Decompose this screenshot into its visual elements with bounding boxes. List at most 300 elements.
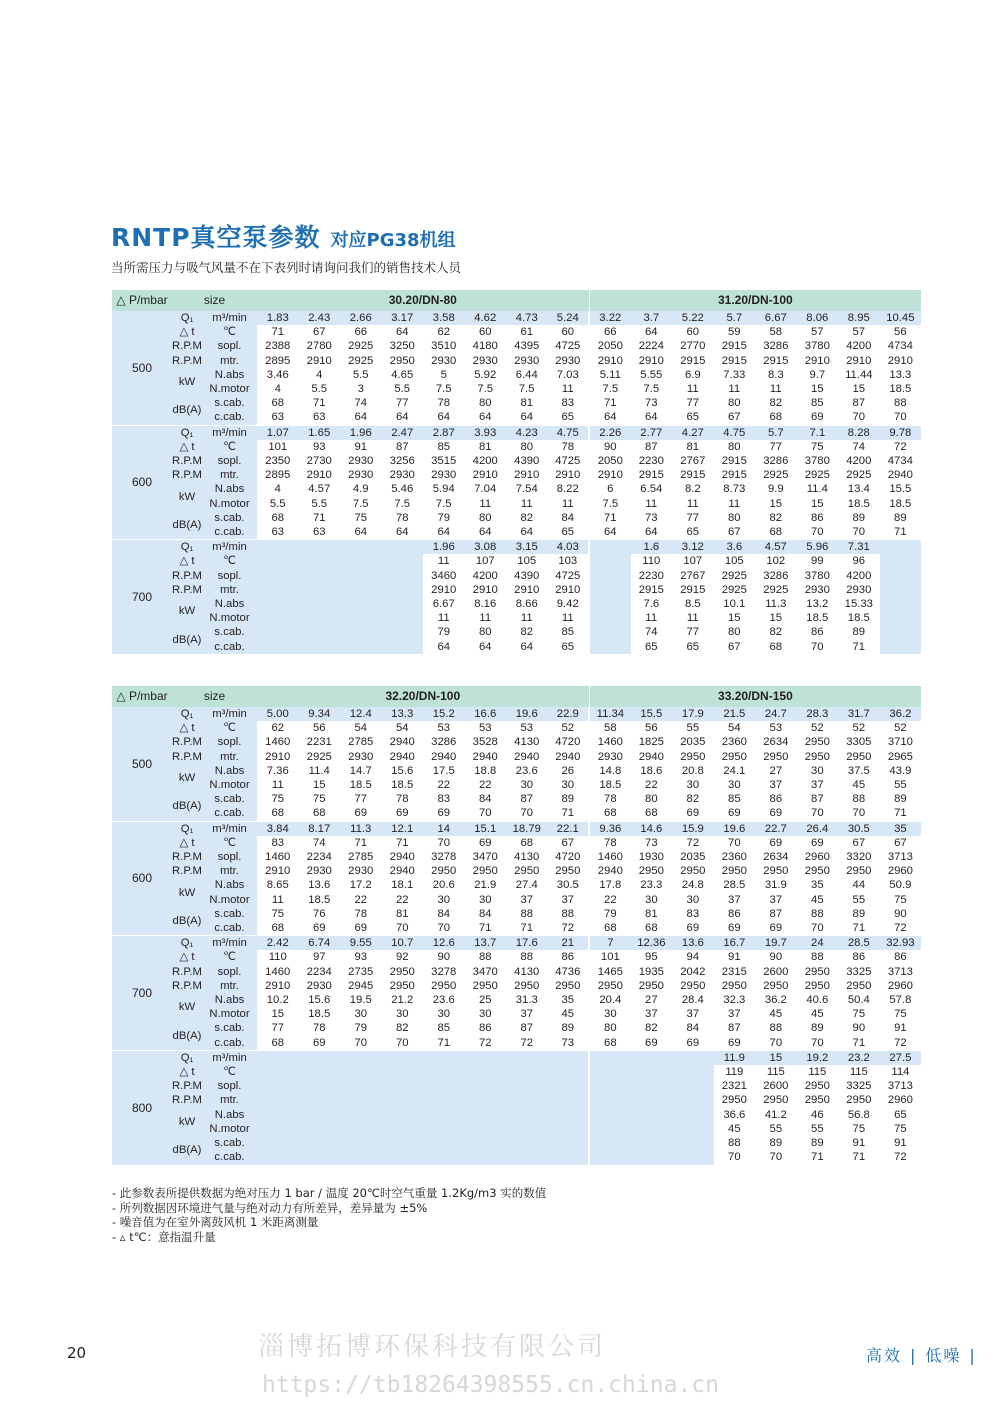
data-cell: 89 <box>838 625 880 639</box>
row-unit: sopl. <box>202 965 257 979</box>
data-cell: 2950 <box>548 979 590 993</box>
data-cell <box>340 1122 382 1136</box>
data-cell <box>631 1136 673 1150</box>
data-cell: 83 <box>548 396 590 410</box>
data-cell: 7.5 <box>382 497 424 511</box>
data-cell: 68 <box>755 525 797 540</box>
data-cell: 15.33 <box>838 597 880 611</box>
row-unit: s.cab. <box>202 907 257 921</box>
row-label: kW <box>172 368 202 396</box>
row-unit: N.abs <box>202 368 257 382</box>
data-cell: 78 <box>382 511 424 525</box>
data-cell: 22 <box>589 893 631 907</box>
data-cell: 27.5 <box>880 1050 922 1065</box>
data-cell: 2950 <box>465 979 507 993</box>
row-label: R.P.M <box>172 750 202 763</box>
data-cell <box>631 1065 673 1079</box>
data-cell: 72 <box>880 1150 922 1164</box>
row-label: dB(A) <box>172 792 202 821</box>
data-cell <box>299 611 341 625</box>
data-cell: 85 <box>423 440 465 454</box>
data-cell: 71 <box>838 1036 880 1051</box>
data-cell: 2930 <box>423 354 465 368</box>
data-cell: 3.12 <box>672 540 714 555</box>
data-cell <box>382 611 424 625</box>
data-cell: 26 <box>548 764 590 778</box>
data-cell: 71 <box>880 806 922 821</box>
data-cell: 50.9 <box>880 878 922 892</box>
data-cell <box>465 1065 507 1079</box>
data-cell <box>631 1122 673 1136</box>
data-cell: 2910 <box>589 354 631 368</box>
data-cell <box>299 554 341 568</box>
data-cell: 78 <box>589 792 631 806</box>
data-cell: 43.9 <box>880 764 922 778</box>
data-cell: 3713 <box>880 965 922 979</box>
row-unit: sopl. <box>202 569 257 583</box>
data-cell: 2940 <box>382 864 424 878</box>
data-cell: 2950 <box>797 1093 839 1107</box>
data-cell: 68 <box>631 806 673 821</box>
data-cell: 2930 <box>299 864 341 878</box>
footnotes <box>112 1186 546 1244</box>
data-cell: 79 <box>423 625 465 639</box>
data-cell: 7.6 <box>631 597 673 611</box>
data-cell: 69 <box>299 1036 341 1051</box>
data-cell <box>589 640 631 654</box>
data-cell: 64 <box>423 525 465 540</box>
data-cell: 3250 <box>382 339 424 353</box>
data-cell: 18.79 <box>506 821 548 836</box>
data-cell: 18.5 <box>340 778 382 792</box>
data-cell <box>672 1136 714 1150</box>
data-cell: 2.42 <box>257 936 299 951</box>
data-cell: 11.44 <box>838 368 880 382</box>
data-cell: 2930 <box>838 583 880 597</box>
watermark-company: 淄博拓博环保科技有限公司 <box>258 1332 607 1362</box>
data-cell <box>672 1108 714 1122</box>
data-cell: 82 <box>755 396 797 410</box>
data-cell: 71 <box>382 836 424 850</box>
data-cell: 2735 <box>340 965 382 979</box>
data-cell: 2950 <box>755 750 797 764</box>
data-cell: 2950 <box>465 864 507 878</box>
data-cell: 7.31 <box>838 540 880 555</box>
data-cell: 69 <box>340 806 382 821</box>
data-cell: 77 <box>672 396 714 410</box>
data-cell: 5.5 <box>257 497 299 511</box>
data-cell: 60 <box>672 325 714 339</box>
slogan-item: 低噪 <box>925 1346 962 1365</box>
data-cell: 70 <box>423 921 465 936</box>
data-cell <box>257 611 299 625</box>
data-cell <box>382 1065 424 1079</box>
data-cell: 73 <box>631 396 673 410</box>
data-cell <box>548 1136 590 1150</box>
data-cell: 8.2 <box>672 482 714 496</box>
data-cell: 37 <box>714 1007 756 1021</box>
data-cell: 5.96 <box>797 540 839 555</box>
data-cell: 91 <box>340 440 382 454</box>
data-cell: 2950 <box>423 979 465 993</box>
data-cell: 66 <box>589 325 631 339</box>
data-cell: 71 <box>797 1150 839 1164</box>
data-cell: 2910 <box>506 468 548 482</box>
data-cell: 64 <box>631 325 673 339</box>
data-cell <box>589 1065 631 1079</box>
data-cell: 2925 <box>299 750 341 764</box>
data-cell: 68 <box>631 921 673 936</box>
data-cell: 2.77 <box>631 425 673 440</box>
data-cell: 3305 <box>838 735 880 749</box>
data-cell: 4.57 <box>299 482 341 496</box>
data-cell: 80 <box>714 440 756 454</box>
data-cell: 82 <box>382 1021 424 1035</box>
data-cell: 56 <box>880 325 922 339</box>
data-cell: 89 <box>880 792 922 806</box>
data-cell: 3.22 <box>589 311 631 325</box>
data-cell: 73 <box>548 1036 590 1051</box>
data-cell: 80 <box>506 440 548 454</box>
row-unit: mtr. <box>202 354 257 368</box>
data-cell: 87 <box>506 1021 548 1035</box>
data-cell <box>340 1079 382 1093</box>
data-cell: 37 <box>506 893 548 907</box>
row-unit: m³/min <box>202 425 257 440</box>
data-cell: 63 <box>299 410 341 425</box>
data-cell: 62 <box>257 721 299 735</box>
data-cell <box>506 1079 548 1093</box>
data-cell: 2925 <box>755 468 797 482</box>
data-cell: 64 <box>465 640 507 654</box>
data-cell: 52 <box>548 721 590 735</box>
spec-table-1 <box>112 290 921 654</box>
data-cell: 68 <box>506 836 548 850</box>
data-cell: 2915 <box>714 354 756 368</box>
data-cell: 70 <box>382 1036 424 1051</box>
row-label: dB(A) <box>172 1136 202 1164</box>
data-cell: 75 <box>797 440 839 454</box>
data-cell: 82 <box>755 511 797 525</box>
data-cell: 4180 <box>465 339 507 353</box>
pressure-cell: 500 <box>112 707 172 821</box>
data-cell: 99 <box>797 554 839 568</box>
data-cell: 76 <box>299 907 341 921</box>
data-cell: 78 <box>548 440 590 454</box>
data-cell: 2950 <box>382 354 424 368</box>
data-cell: 4.9 <box>340 482 382 496</box>
data-cell: 18.8 <box>465 764 507 778</box>
data-cell: 2600 <box>755 1079 797 1093</box>
data-cell: 36.6 <box>714 1108 756 1122</box>
data-cell: 7.03 <box>548 368 590 382</box>
data-cell: 2930 <box>465 354 507 368</box>
data-cell: 115 <box>755 1065 797 1079</box>
data-cell <box>299 1122 341 1136</box>
data-cell: 64 <box>465 525 507 540</box>
data-cell: 37 <box>755 778 797 792</box>
data-cell: 46 <box>797 1108 839 1122</box>
data-cell: 26.4 <box>797 821 839 836</box>
data-cell: 13.2 <box>797 597 839 611</box>
data-cell: 9.34 <box>299 707 341 721</box>
data-cell: 2930 <box>797 583 839 597</box>
data-cell: 81 <box>382 907 424 921</box>
data-cell: 4130 <box>506 735 548 749</box>
data-cell: 2910 <box>257 750 299 764</box>
data-cell: 2950 <box>838 864 880 878</box>
data-cell: 3713 <box>880 1079 922 1093</box>
data-cell: 2930 <box>299 979 341 993</box>
data-cell: 15.2 <box>423 707 465 721</box>
row-unit: c.cab. <box>202 410 257 425</box>
data-cell: 69 <box>423 806 465 821</box>
data-cell: 57 <box>838 325 880 339</box>
data-cell <box>423 1150 465 1164</box>
data-cell: 18.5 <box>880 497 922 511</box>
data-cell: 89 <box>797 1021 839 1035</box>
data-cell: 11 <box>423 611 465 625</box>
data-cell: 75 <box>838 1007 880 1021</box>
row-label: R.P.M <box>172 583 202 596</box>
data-cell: 93 <box>340 950 382 964</box>
data-cell <box>382 1050 424 1065</box>
data-cell: 10.45 <box>880 311 922 325</box>
data-cell: 75 <box>838 1122 880 1136</box>
data-cell: 70 <box>506 806 548 821</box>
data-cell: 70 <box>838 806 880 821</box>
data-cell: 68 <box>589 921 631 936</box>
data-cell: 94 <box>672 950 714 964</box>
data-cell: 15 <box>257 1007 299 1021</box>
data-cell: 56 <box>631 721 673 735</box>
data-cell: 2950 <box>714 750 756 764</box>
data-cell: 7.5 <box>423 497 465 511</box>
data-cell: 58 <box>755 325 797 339</box>
row-label: kW <box>172 993 202 1021</box>
row-label: R.P.M <box>172 1080 202 1093</box>
data-cell <box>382 540 424 555</box>
data-cell: 69 <box>755 836 797 850</box>
data-cell: 2930 <box>506 354 548 368</box>
data-cell: 55 <box>880 778 922 792</box>
data-cell: 1930 <box>631 850 673 864</box>
data-cell: 2315 <box>714 965 756 979</box>
row-unit: c.cab. <box>202 806 257 821</box>
data-cell: 2950 <box>755 979 797 993</box>
data-cell: 11 <box>755 382 797 396</box>
data-cell: 45 <box>548 1007 590 1021</box>
data-cell: 18.5 <box>299 893 341 907</box>
data-cell: 70 <box>714 836 756 850</box>
data-cell: 87 <box>506 792 548 806</box>
data-cell: 1460 <box>257 735 299 749</box>
data-cell: 2785 <box>340 735 382 749</box>
data-cell: 11 <box>548 497 590 511</box>
data-cell: 81 <box>465 440 507 454</box>
row-unit: c.cab. <box>202 640 257 654</box>
data-cell: 7.36 <box>257 764 299 778</box>
data-cell: 11.34 <box>589 707 631 721</box>
data-cell: 77 <box>257 1021 299 1035</box>
data-cell <box>548 1108 590 1122</box>
data-cell: 77 <box>755 440 797 454</box>
data-cell: 7.5 <box>589 382 631 396</box>
data-cell: 69 <box>465 836 507 850</box>
pressure-header: △ P/mbar <box>112 290 172 311</box>
data-cell: 17.2 <box>340 878 382 892</box>
data-cell: 4.62 <box>465 311 507 325</box>
data-cell: 2910 <box>465 583 507 597</box>
data-cell: 68 <box>257 396 299 410</box>
row-label: dB(A) <box>172 511 202 540</box>
row-label: R.P.M <box>172 354 202 367</box>
data-cell: 81 <box>631 907 673 921</box>
row-unit: sopl. <box>202 339 257 353</box>
data-cell: 110 <box>257 950 299 964</box>
data-cell: 2634 <box>755 850 797 864</box>
row-unit: mtr. <box>202 468 257 482</box>
data-cell: 89 <box>838 907 880 921</box>
data-cell: 82 <box>631 1021 673 1035</box>
data-cell: 9.55 <box>340 936 382 951</box>
data-cell: 4720 <box>548 850 590 864</box>
data-cell: 75 <box>257 907 299 921</box>
pressure-cell: 600 <box>112 425 172 540</box>
data-cell: 45 <box>797 1007 839 1021</box>
data-cell: 75 <box>299 792 341 806</box>
data-cell <box>423 1108 465 1122</box>
data-cell <box>880 640 922 654</box>
data-cell: 2910 <box>465 468 507 482</box>
data-cell: 78 <box>340 907 382 921</box>
data-cell: 11 <box>465 497 507 511</box>
data-cell <box>631 1150 673 1164</box>
row-label: Q₁ <box>172 707 202 721</box>
row-label: △ t <box>172 440 202 454</box>
data-cell <box>257 1079 299 1093</box>
data-cell: 60 <box>465 325 507 339</box>
data-cell: 75 <box>880 1122 922 1136</box>
data-cell: 55 <box>838 893 880 907</box>
data-cell: 1.6 <box>631 540 673 555</box>
data-cell: 2.87 <box>423 425 465 440</box>
data-cell: 2915 <box>631 583 673 597</box>
data-cell <box>465 1122 507 1136</box>
data-cell: 14 <box>423 821 465 836</box>
data-cell: 8.28 <box>838 425 880 440</box>
row-unit: m³/min <box>202 821 257 836</box>
data-cell: 37 <box>548 893 590 907</box>
data-cell: 4.03 <box>548 540 590 555</box>
data-cell: 4720 <box>548 735 590 749</box>
data-cell <box>257 569 299 583</box>
data-cell <box>382 554 424 568</box>
data-cell: 67 <box>548 836 590 850</box>
data-cell: 2910 <box>257 979 299 993</box>
data-cell: 2940 <box>631 750 673 764</box>
data-cell: 69 <box>714 806 756 821</box>
data-cell <box>880 554 922 568</box>
data-cell <box>506 1093 548 1107</box>
data-cell: 70 <box>714 1150 756 1164</box>
data-cell: 2730 <box>299 454 341 468</box>
data-cell: 2950 <box>548 864 590 878</box>
data-cell: 24.7 <box>755 707 797 721</box>
data-cell <box>672 1093 714 1107</box>
data-cell <box>423 1050 465 1065</box>
data-cell: 2930 <box>382 468 424 482</box>
data-cell: 4.75 <box>548 425 590 440</box>
data-cell: 79 <box>340 1021 382 1035</box>
data-cell: 5.11 <box>589 368 631 382</box>
data-cell: 2910 <box>631 354 673 368</box>
data-cell: 2960 <box>880 864 922 878</box>
data-cell: 16.6 <box>465 707 507 721</box>
data-cell: 40.6 <box>797 993 839 1007</box>
data-cell: 119 <box>714 1065 756 1079</box>
row-label: Q₁ <box>172 425 202 440</box>
data-cell: 61 <box>506 325 548 339</box>
data-cell: 37 <box>631 1007 673 1021</box>
data-cell: 81 <box>672 440 714 454</box>
data-cell: 69 <box>340 921 382 936</box>
data-cell: 84 <box>548 511 590 525</box>
data-cell: 86 <box>838 950 880 964</box>
data-cell <box>382 597 424 611</box>
row-label: R.P.M <box>172 851 202 864</box>
data-cell: 101 <box>589 950 631 964</box>
data-cell: 30 <box>382 1007 424 1021</box>
data-cell: 3278 <box>423 965 465 979</box>
data-cell: 55 <box>672 721 714 735</box>
data-cell: 64 <box>340 525 382 540</box>
data-cell: 3510 <box>423 339 465 353</box>
data-cell <box>548 1079 590 1093</box>
data-cell: 17.8 <box>589 878 631 892</box>
data-cell: 78 <box>299 1021 341 1035</box>
data-cell: 24 <box>797 936 839 951</box>
row-unit: sopl. <box>202 850 257 864</box>
data-cell: 6.54 <box>631 482 673 496</box>
data-cell: 18.6 <box>631 764 673 778</box>
data-cell: 89 <box>880 511 922 525</box>
data-cell: 71 <box>589 396 631 410</box>
data-cell: 69 <box>797 410 839 425</box>
row-label: R.P.M <box>172 736 202 749</box>
data-cell: 13.3 <box>382 707 424 721</box>
data-cell <box>423 1136 465 1150</box>
data-cell: 8.22 <box>548 482 590 496</box>
data-cell: 57 <box>797 325 839 339</box>
data-cell <box>589 611 631 625</box>
page-number: 20 <box>67 1344 87 1362</box>
data-cell <box>548 1050 590 1065</box>
data-cell: 5.24 <box>548 311 590 325</box>
data-cell: 2915 <box>755 354 797 368</box>
data-cell: 64 <box>382 410 424 425</box>
data-cell: 1460 <box>257 850 299 864</box>
data-cell: 70 <box>465 806 507 821</box>
title-sub: 对应PG38机组 <box>330 230 456 251</box>
data-cell: 2.26 <box>589 425 631 440</box>
data-cell: 1465 <box>589 965 631 979</box>
row-unit: s.cab. <box>202 625 257 639</box>
data-cell: 55 <box>797 1122 839 1136</box>
data-cell: 97 <box>299 950 341 964</box>
data-cell: 5.00 <box>257 707 299 721</box>
data-cell: 75 <box>880 1007 922 1021</box>
